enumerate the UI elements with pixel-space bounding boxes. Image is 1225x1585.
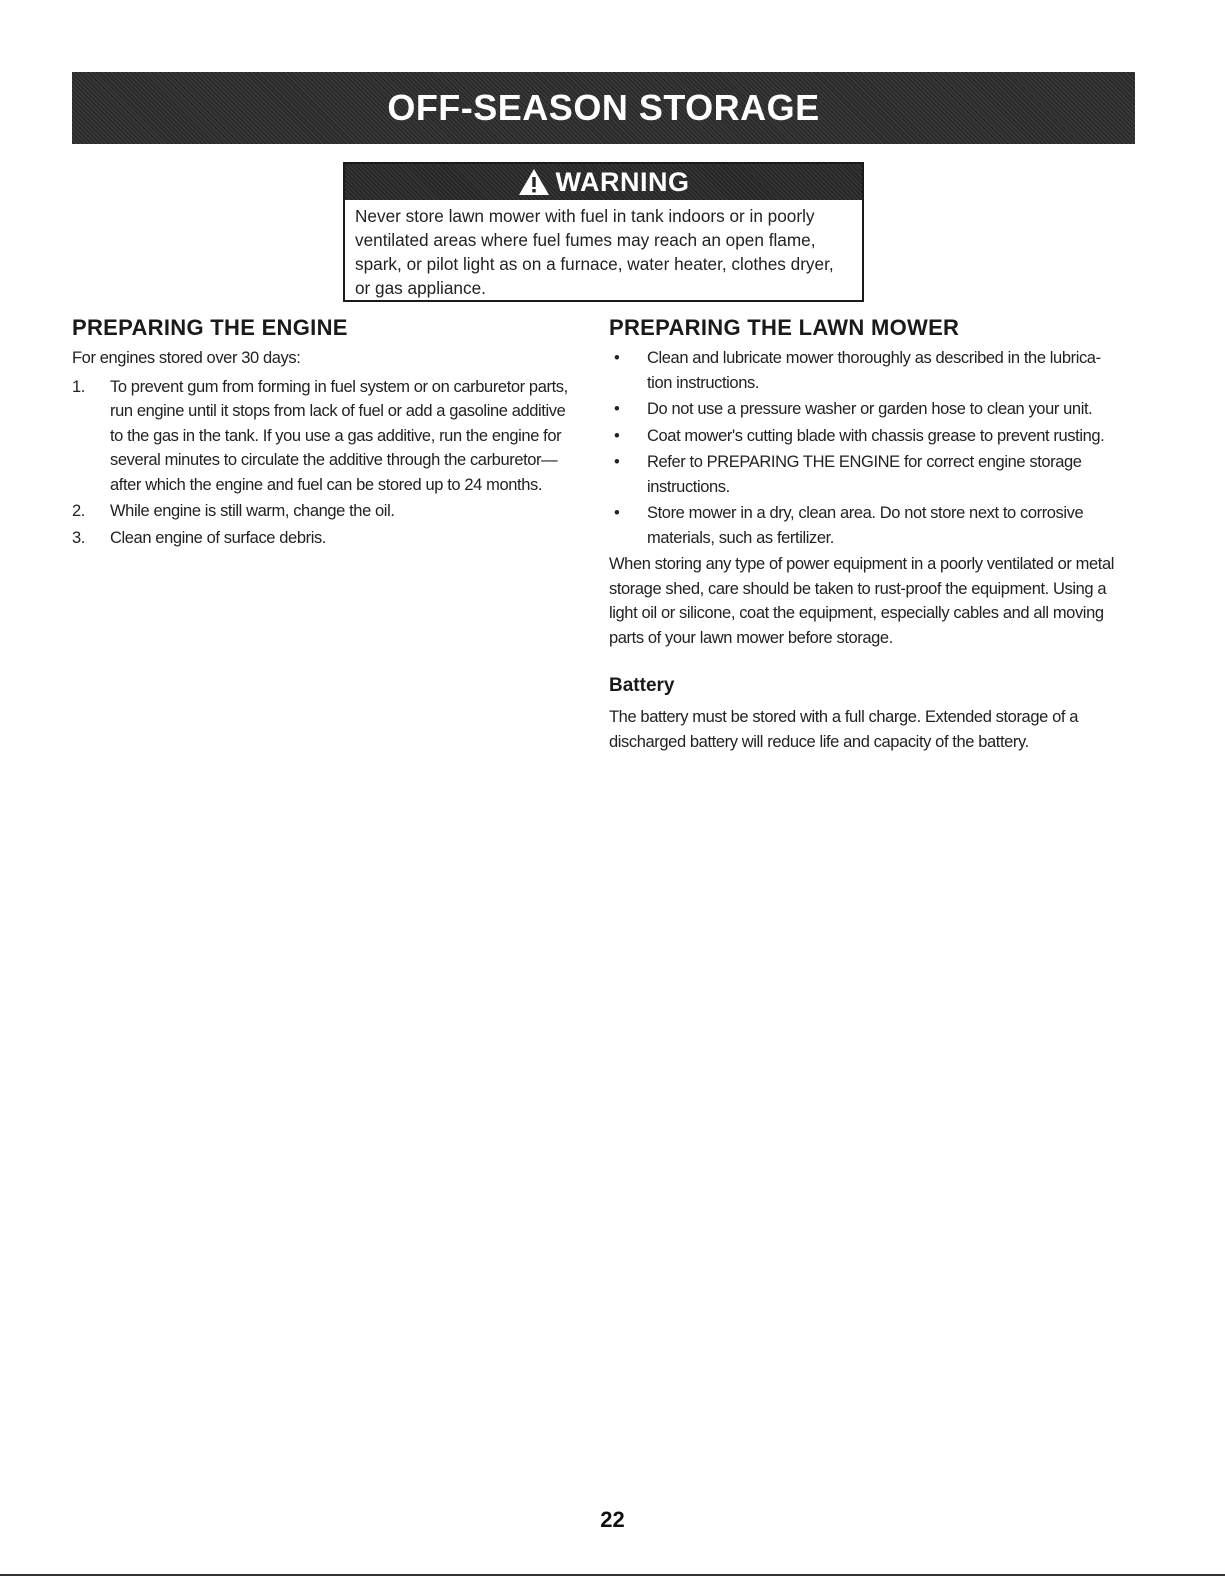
bullet: •	[614, 453, 620, 471]
step-number: 3.	[72, 528, 85, 547]
list-item	[609, 397, 1124, 422]
step-text: While engine is still warm, change the oil.	[110, 502, 395, 520]
list-item	[609, 450, 1124, 499]
page-number: 22	[600, 1507, 625, 1532]
list-item	[72, 526, 572, 551]
engine-section	[72, 346, 572, 552]
storage-paragraph: When storing any type of power equipment in a poorly ventilated or metal storage shed, care should be taken to rust-proof the equipment. Using a light oil or silicone, coat the equipment, especially cables and all moving parts of your lawn mower before storage.	[609, 555, 1114, 647]
engine-steps	[72, 375, 572, 551]
bullet: •	[614, 349, 620, 367]
list-item	[72, 375, 572, 498]
list-item	[609, 424, 1124, 449]
item-text: Clean and lubricate mower thoroughly as described in the lubrica- tion instructions.	[647, 349, 1101, 392]
list-item	[72, 499, 572, 524]
warning-box	[343, 162, 864, 302]
engine-intro: For engines stored over 30 days:	[72, 349, 301, 367]
step-number: 2.	[72, 502, 85, 520]
page-title: OFF-SEASON STORAGE	[387, 87, 820, 128]
bullet: •	[614, 400, 620, 418]
mower-items	[609, 346, 1124, 550]
bullet: •	[614, 426, 620, 445]
battery-heading: Battery	[609, 675, 675, 696]
list-item	[609, 501, 1124, 550]
warning-triangle-icon	[518, 168, 550, 196]
battery-text: The battery must be stored with a full charge. Extended storage of a discharged battery will reduce life and capacity of the battery.	[609, 708, 1078, 751]
section-banner	[72, 72, 1135, 144]
item-text: Do not use a pressure washer or garden hose to clean your unit.	[647, 400, 1093, 418]
warning-text: Never store lawn mower with fuel in tank indoors or in poorly ventilated areas where fuel fumes may reach an open flame, spark, or pilot light as on a furnace, water heater, clothes dryer, or gas appliance.	[355, 206, 834, 298]
item-text: Coat mower's cutting blade with chassis grease to prevent rusting.	[647, 426, 1105, 445]
step-number: 1.	[72, 377, 85, 396]
bottom-rule	[0, 1574, 1225, 1576]
mower-section	[609, 346, 1124, 650]
warning-header	[345, 164, 862, 200]
engine-heading: PREPARING THE ENGINE	[72, 315, 348, 340]
item-text: Refer to PREPARING THE ENGINE for correct engine storage instructions.	[647, 453, 1082, 496]
battery-section	[609, 705, 1124, 754]
item-text: Store mower in a dry, clean area. Do not store next to corrosive materials, such as fertilizer.	[647, 504, 1084, 547]
warning-label: WARNING	[555, 166, 690, 197]
bullet: •	[614, 504, 620, 522]
mower-heading: PREPARING THE LAWN MOWER	[609, 315, 960, 340]
step-text: To prevent gum from forming in fuel system or on carburetor parts, run engine until it stops from lack of fuel or add a gasoline additive to the gas in the tank. If you use a gas additive, run the engine for several minutes to circulate the additive through the carburetor—after which the engine and fuel can be stored up to 24 months.	[110, 377, 568, 494]
list-item	[609, 346, 1124, 395]
step-text: Clean engine of surface debris.	[110, 528, 326, 547]
